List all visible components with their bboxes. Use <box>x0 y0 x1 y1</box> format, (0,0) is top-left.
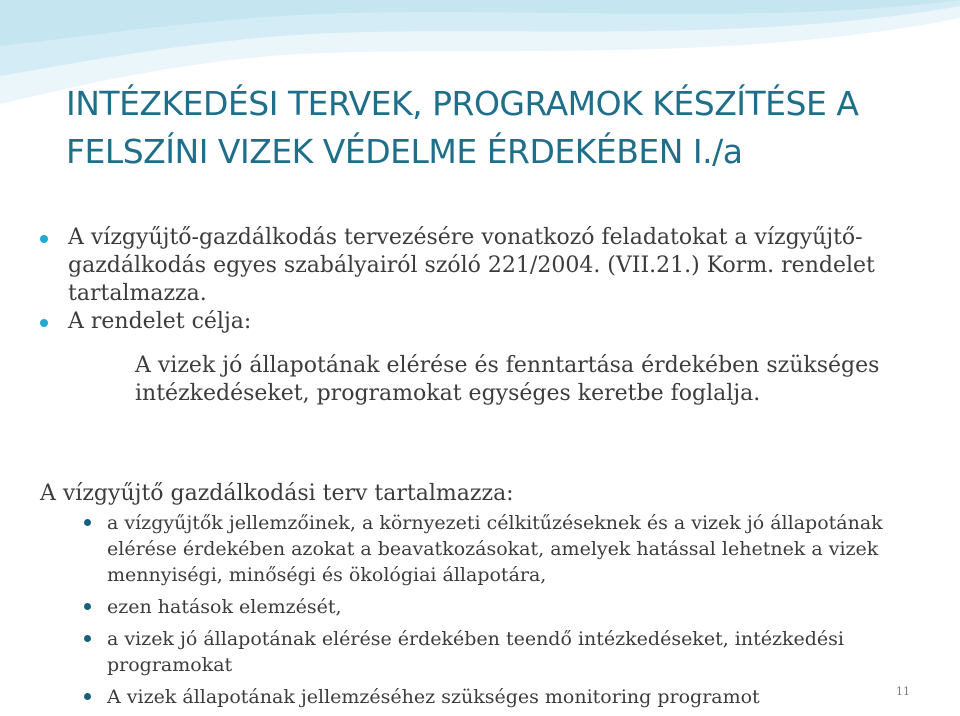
slide-title-line-1: INTÉZKEDÉSI TERVEK, PROGRAMOK KÉSZÍTÉSE A <box>66 84 859 123</box>
bullet-dot-icon <box>40 235 48 243</box>
sub-bullet-text: ezen hatások elemzését, <box>107 596 342 618</box>
indented-paragraph: A vizek jó állapotának elérése és fenntartása érdekében szükséges intézkedéseket, programokat egységes keretbe foglalja. <box>135 353 880 406</box>
sub-bullet-item <box>80 594 920 620</box>
main-bullet-list <box>34 224 914 336</box>
bullet-dot-icon <box>40 319 48 327</box>
slide-title <box>66 80 926 176</box>
plan-contents-heading: A vízgyűjtő gazdálkodási terv tartalmazza: <box>40 481 514 506</box>
slide-title-line-2: FELSZÍNI VIZEK VÉDELME ÉRDEKÉBEN I./a <box>66 132 743 171</box>
bullet-dot-icon <box>84 693 91 700</box>
main-bullet-text: A rendelet célja: <box>68 309 252 334</box>
sub-bullet-item <box>80 510 920 588</box>
main-bullet-item <box>34 224 914 308</box>
page-number: 11 <box>896 685 910 698</box>
main-bullet-text: A vízgyűjtő-gazdálkodás tervezésére vonatkozó feladatokat a vízgyűjtő-gazdálkodás egyes szabályairól szóló 221/2004. (VII.21.) Korm. rendelet tartalmazza. <box>68 225 875 306</box>
bullet-dot-icon <box>84 635 91 642</box>
sub-bullet-text: A vizek állapotának jellemzéséhez szükséges monitoring programot <box>107 686 760 708</box>
main-bullet-item <box>34 308 914 336</box>
sub-bullet-list <box>80 510 920 716</box>
sub-bullet-item <box>80 626 920 678</box>
sub-bullet-text: a vizek jó állapotának elérése érdekében teendő intézkedéseket, intézkedési programokat <box>107 628 844 676</box>
sub-bullet-item <box>80 684 920 710</box>
bullet-dot-icon <box>84 519 91 526</box>
sub-bullet-text: a vízgyűjtők jellemzőinek, a környezeti célkitűzéseknek és a vizek jó állapotának elérése érdekében azokat a beavatkozásokat, amelyek hatással lehetnek a vizek mennyiségi, minőségi és ökológiai állapotára, <box>107 512 883 586</box>
bullet-dot-icon <box>84 603 91 610</box>
